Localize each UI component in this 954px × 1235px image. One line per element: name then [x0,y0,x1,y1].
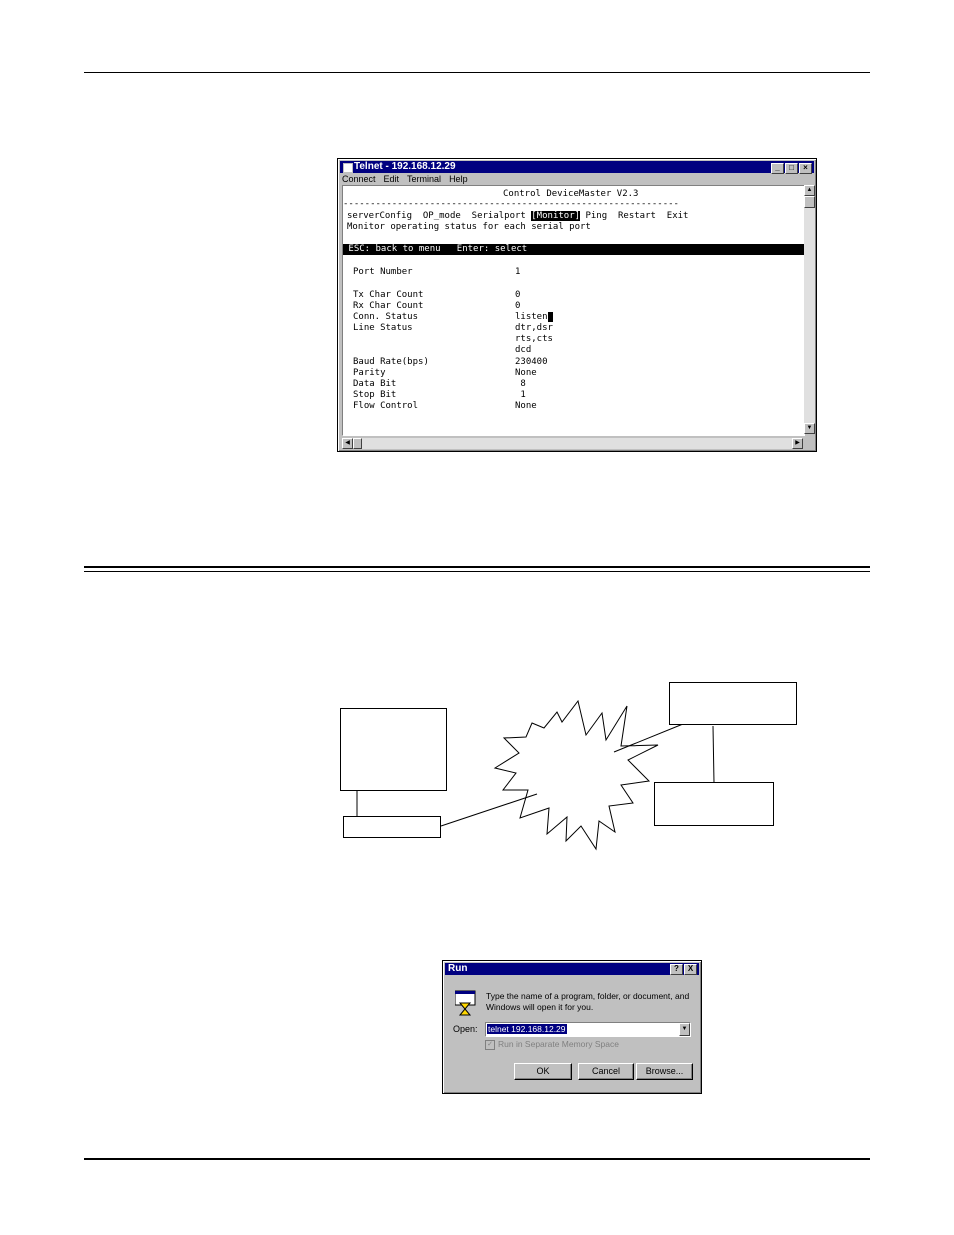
field-label: Line Status [353,323,413,333]
field-label: Stop Bit [353,390,397,400]
diagram-box-bottom-right [654,782,774,826]
field-label: Data Bit [353,379,397,389]
terminal-description: Monitor operating status for each serial port [347,222,591,232]
scroll-left-arrow-icon[interactable]: ◀ [342,438,353,449]
field-value: None [515,401,537,411]
field-value: dtr,dsr [515,323,553,333]
menu-edit[interactable]: Edit [383,174,400,184]
ok-button[interactable]: OK [514,1063,572,1080]
field-label: Rx Char Count [353,301,424,311]
conn-status-value: listen [515,312,548,322]
nav-exit[interactable]: Exit [666,211,689,221]
field-value: dcd [515,345,532,355]
field-value: 0 [515,290,521,300]
field-value: 1 [515,267,521,277]
run-dialog [442,960,702,1094]
separate-memory-checkbox[interactable]: ✓ [485,1040,495,1050]
nav-op-mode[interactable]: OP_mode [422,211,461,221]
nav-serverconfig[interactable]: serverConfig [347,211,413,221]
scroll-up-arrow-icon[interactable]: ▲ [804,185,815,196]
maximize-button[interactable]: □ [785,163,798,174]
field-value: rts,cts [515,334,553,344]
diagram-box-adapter [343,816,441,838]
field-value: 0 [515,301,521,311]
open-combobox[interactable] [485,1022,691,1037]
run-dialog-titlebar [445,963,699,975]
field-value: 1 [515,390,526,400]
nav-serialport[interactable]: Serialport [471,211,526,221]
telnet-title: Telnet - 192.168.12.29 [354,161,456,172]
menu-connect[interactable]: Connect [342,174,376,184]
help-button[interactable]: ? [670,964,683,975]
nav-restart[interactable]: Restart [618,211,656,221]
scroll-right-arrow-icon[interactable]: ▶ [792,438,803,449]
connector-line [713,726,714,783]
menu-help[interactable]: Help [449,174,468,184]
run-dialog-title: Run [448,963,468,974]
close-button[interactable]: × [799,163,812,174]
nav-monitor[interactable]: [Monitor] [531,211,581,221]
minimize-button[interactable]: _ [771,163,784,174]
scroll-down-arrow-icon[interactable]: ▼ [804,423,815,434]
field-value: None [515,368,537,378]
browse-button[interactable]: Browse... [636,1063,693,1080]
field-label: Flow Control [353,401,419,411]
field-label: Baud Rate(bps) [353,357,429,367]
separate-memory-label: Run in Separate Memory Space [498,1039,619,1049]
open-label: Open: [453,1024,478,1034]
terminal-heading: Control DeviceMaster V2.3 [503,189,639,199]
field-label: Port Number [353,267,413,277]
cancel-button[interactable]: Cancel [578,1063,634,1080]
field-label: Tx Char Count [353,290,424,300]
open-input[interactable]: telnet 192.168.12.29 [488,1024,566,1034]
nav-ping[interactable]: Ping [585,211,608,221]
field-value: 8 [515,379,526,389]
diagram-box-top-right [669,682,797,725]
terminal-help-bar: ESC: back to menu Enter: select [343,244,804,255]
dropdown-arrow-icon[interactable]: ▼ [679,1023,690,1036]
run-program-icon [455,990,477,1016]
field-label: Parity [353,368,386,378]
field-value: 230400 [515,357,548,367]
menu-terminal[interactable]: Terminal [407,174,442,184]
run-prompt: Type the name of a program, folder, or document, and Windows will open it for you. [486,991,690,1012]
field-label: Conn. Status [353,312,419,322]
close-button[interactable]: X [684,964,697,975]
terminal-separator: -------------------------------------------------------------- [343,199,679,209]
diagram-box-host [340,708,447,791]
network-cloud-burst [495,701,658,849]
